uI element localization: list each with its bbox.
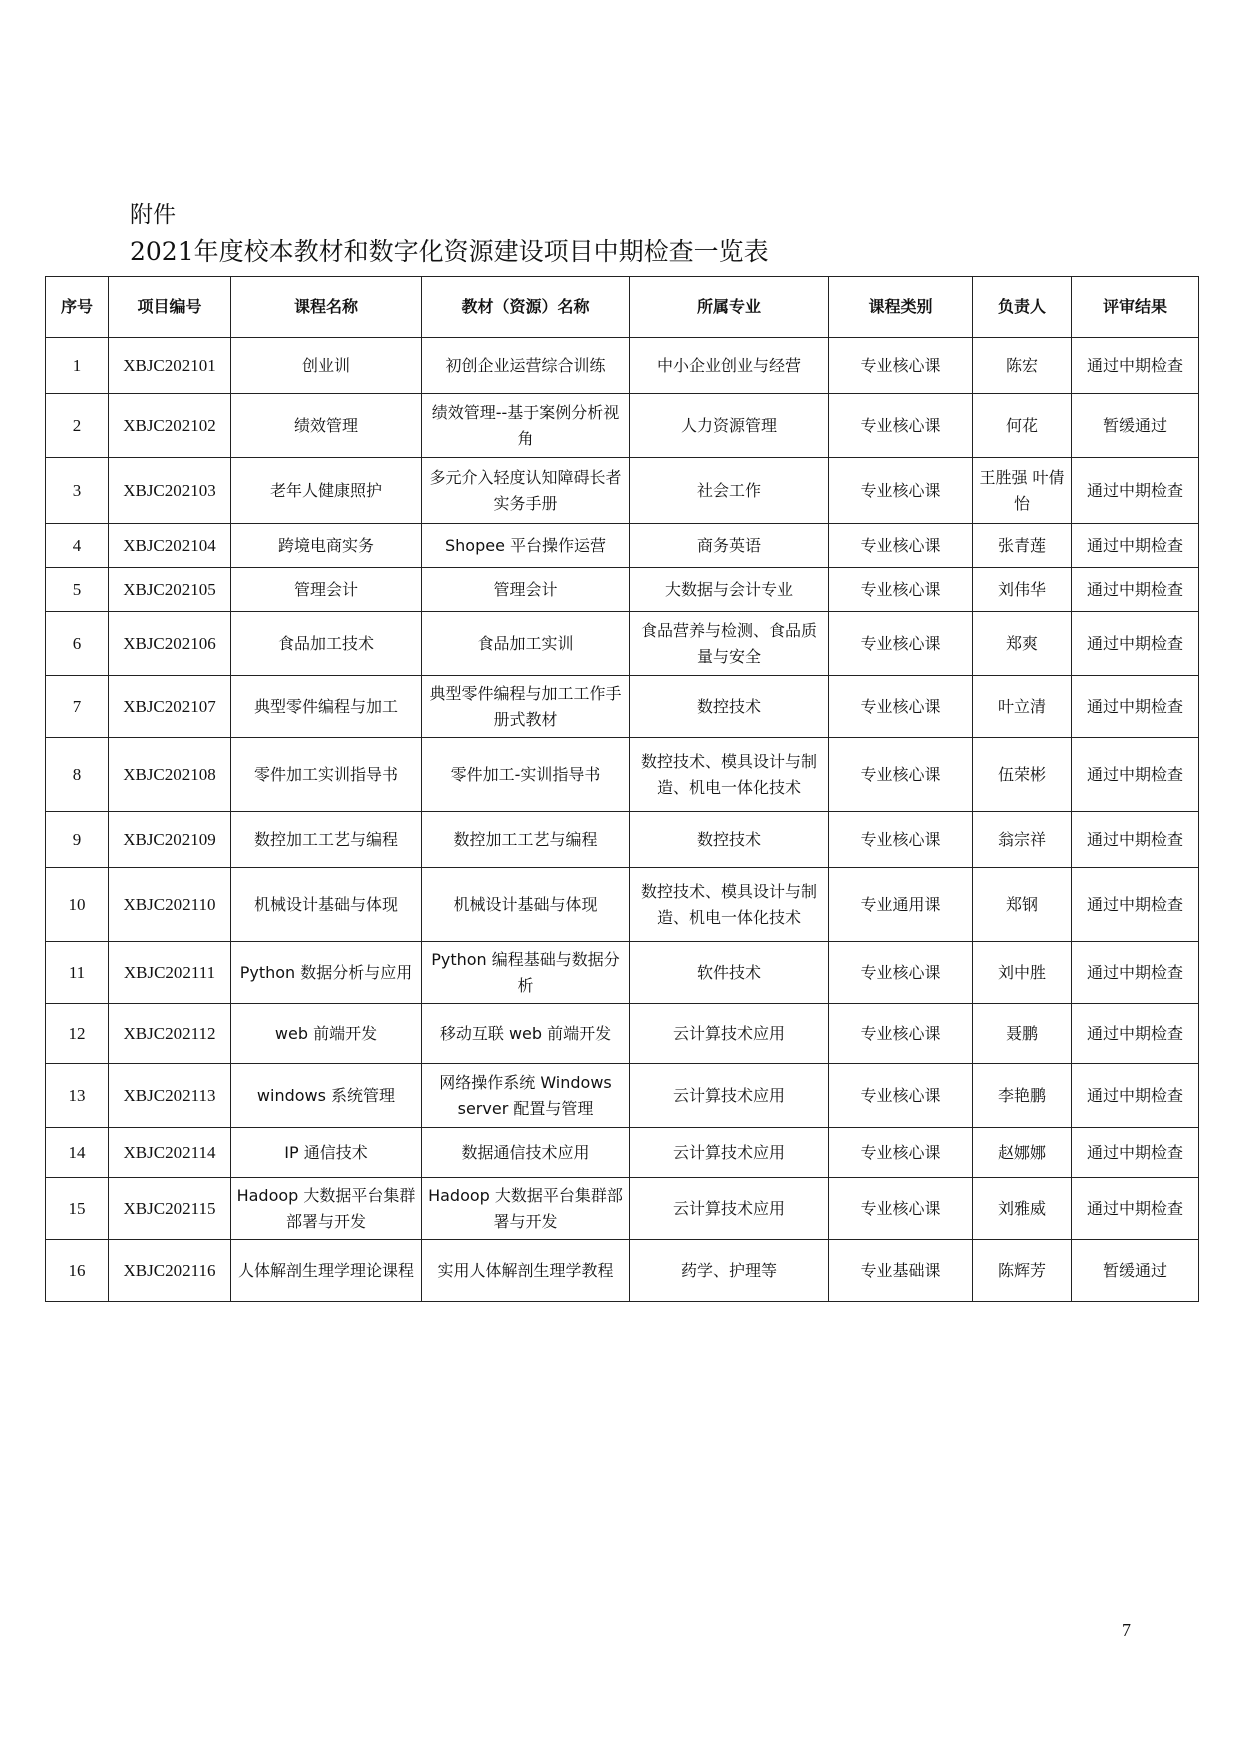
- cell-major: 云计算技术应用: [630, 1178, 829, 1240]
- cell-major: 云计算技术应用: [630, 1064, 829, 1128]
- cell-major: 云计算技术应用: [630, 1128, 829, 1178]
- table-row: [46, 394, 1199, 458]
- cell-no: 7: [46, 676, 109, 738]
- table-row: [46, 738, 1199, 812]
- cell-result: 通过中期检查: [1072, 738, 1199, 812]
- cell-owner: 张青莲: [973, 524, 1072, 568]
- table-row: [46, 568, 1199, 612]
- col-header-course: 课程名称: [231, 277, 422, 338]
- cell-category: 专业核心课: [829, 458, 973, 524]
- cell-owner: 王胜强 叶倩怡: [973, 458, 1072, 524]
- cell-code: XBJC202107: [109, 676, 231, 738]
- cell-result: 通过中期检查: [1072, 458, 1199, 524]
- cell-result: 通过中期检查: [1072, 524, 1199, 568]
- cell-course: 老年人健康照护: [231, 458, 422, 524]
- cell-code: XBJC202105: [109, 568, 231, 612]
- cell-no: 10: [46, 868, 109, 942]
- cell-code: XBJC202104: [109, 524, 231, 568]
- cell-category: 专业通用课: [829, 868, 973, 942]
- table-row: [46, 458, 1199, 524]
- cell-owner: 陈宏: [973, 338, 1072, 394]
- inspection-table: [45, 276, 1199, 1302]
- table-header-row: [46, 277, 1199, 338]
- col-header-category: 课程类别: [829, 277, 973, 338]
- col-header-major: 所属专业: [630, 277, 829, 338]
- cell-course: IP 通信技术: [231, 1128, 422, 1178]
- cell-code: XBJC202113: [109, 1064, 231, 1128]
- cell-major: 药学、护理等: [630, 1240, 829, 1302]
- cell-no: 11: [46, 942, 109, 1004]
- cell-code: XBJC202106: [109, 612, 231, 676]
- col-header-owner: 负责人: [973, 277, 1072, 338]
- cell-result: 通过中期检查: [1072, 1178, 1199, 1240]
- cell-major: 数控技术、模具设计与制造、机电一体化技术: [630, 868, 829, 942]
- cell-category: 专业核心课: [829, 1128, 973, 1178]
- cell-course: Hadoop 大数据平台集群部署与开发: [231, 1178, 422, 1240]
- cell-code: XBJC202115: [109, 1178, 231, 1240]
- cell-no: 14: [46, 1128, 109, 1178]
- cell-no: 5: [46, 568, 109, 612]
- cell-material: 机械设计基础与体现: [422, 868, 630, 942]
- cell-result: 通过中期检查: [1072, 338, 1199, 394]
- document-title: 2021年度校本教材和数字化资源建设项目中期检查一览表: [130, 237, 769, 266]
- cell-major: 数控技术: [630, 812, 829, 868]
- cell-category: 专业核心课: [829, 394, 973, 458]
- cell-code: XBJC202114: [109, 1128, 231, 1178]
- cell-code: XBJC202112: [109, 1004, 231, 1064]
- attachment-label: 附件: [130, 202, 176, 228]
- cell-course: 跨境电商实务: [231, 524, 422, 568]
- cell-owner: 郑钢: [973, 868, 1072, 942]
- cell-code: XBJC202103: [109, 458, 231, 524]
- cell-material: 管理会计: [422, 568, 630, 612]
- cell-major: 食品营养与检测、食品质量与安全: [630, 612, 829, 676]
- cell-course: 机械设计基础与体现: [231, 868, 422, 942]
- col-header-no: 序号: [46, 277, 109, 338]
- cell-result: 通过中期检查: [1072, 676, 1199, 738]
- cell-no: 16: [46, 1240, 109, 1302]
- cell-owner: 刘中胜: [973, 942, 1072, 1004]
- cell-owner: 郑爽: [973, 612, 1072, 676]
- cell-result: 通过中期检查: [1072, 1004, 1199, 1064]
- cell-course: windows 系统管理: [231, 1064, 422, 1128]
- cell-no: 9: [46, 812, 109, 868]
- cell-major: 商务英语: [630, 524, 829, 568]
- cell-no: 6: [46, 612, 109, 676]
- table-row: [46, 1240, 1199, 1302]
- cell-owner: 陈辉芳: [973, 1240, 1072, 1302]
- cell-course: Python 数据分析与应用: [231, 942, 422, 1004]
- cell-code: XBJC202110: [109, 868, 231, 942]
- cell-category: 专业核心课: [829, 676, 973, 738]
- cell-result: 通过中期检查: [1072, 942, 1199, 1004]
- cell-category: 专业核心课: [829, 738, 973, 812]
- cell-code: XBJC202101: [109, 338, 231, 394]
- cell-no: 3: [46, 458, 109, 524]
- cell-no: 4: [46, 524, 109, 568]
- cell-category: 专业核心课: [829, 942, 973, 1004]
- cell-category: 专业核心课: [829, 568, 973, 612]
- cell-owner: 刘伟华: [973, 568, 1072, 612]
- cell-course: 人体解剖生理学理论课程: [231, 1240, 422, 1302]
- col-header-result: 评审结果: [1072, 277, 1199, 338]
- cell-owner: 刘雅威: [973, 1178, 1072, 1240]
- cell-material: 多元介入轻度认知障碍长者实务手册: [422, 458, 630, 524]
- cell-category: 专业基础课: [829, 1240, 973, 1302]
- cell-category: 专业核心课: [829, 1064, 973, 1128]
- table-row: [46, 1064, 1199, 1128]
- cell-no: 12: [46, 1004, 109, 1064]
- cell-material: 网络操作系统 Windows server 配置与管理: [422, 1064, 630, 1128]
- cell-course: 数控加工工艺与编程: [231, 812, 422, 868]
- cell-result: 通过中期检查: [1072, 568, 1199, 612]
- cell-course: 创业训: [231, 338, 422, 394]
- cell-material: 食品加工实训: [422, 612, 630, 676]
- cell-material: Hadoop 大数据平台集群部署与开发: [422, 1178, 630, 1240]
- cell-result: 通过中期检查: [1072, 812, 1199, 868]
- cell-result: 暂缓通过: [1072, 1240, 1199, 1302]
- cell-owner: 何花: [973, 394, 1072, 458]
- table-row: [46, 676, 1199, 738]
- page-number: 7: [1122, 1620, 1131, 1640]
- cell-material: 数控加工工艺与编程: [422, 812, 630, 868]
- cell-category: 专业核心课: [829, 524, 973, 568]
- cell-material: 绩效管理--基于案例分析视角: [422, 394, 630, 458]
- cell-major: 软件技术: [630, 942, 829, 1004]
- cell-no: 8: [46, 738, 109, 812]
- cell-owner: 赵娜娜: [973, 1128, 1072, 1178]
- cell-no: 15: [46, 1178, 109, 1240]
- table-row: [46, 1128, 1199, 1178]
- table-row: [46, 612, 1199, 676]
- table-row: [46, 812, 1199, 868]
- cell-material: Shopee 平台操作运营: [422, 524, 630, 568]
- table-row: [46, 868, 1199, 942]
- cell-category: 专业核心课: [829, 338, 973, 394]
- cell-material: Python 编程基础与数据分析: [422, 942, 630, 1004]
- cell-owner: 伍荣彬: [973, 738, 1072, 812]
- cell-major: 中小企业创业与经营: [630, 338, 829, 394]
- table-row: [46, 1178, 1199, 1240]
- table-row: [46, 338, 1199, 394]
- cell-no: 1: [46, 338, 109, 394]
- cell-material: 初创企业运营综合训练: [422, 338, 630, 394]
- col-header-material: 教材（资源）名称: [422, 277, 630, 338]
- cell-result: 通过中期检查: [1072, 1064, 1199, 1128]
- cell-result: 暂缓通过: [1072, 394, 1199, 458]
- cell-code: XBJC202111: [109, 942, 231, 1004]
- cell-no: 2: [46, 394, 109, 458]
- cell-owner: 翁宗祥: [973, 812, 1072, 868]
- cell-major: 社会工作: [630, 458, 829, 524]
- cell-code: XBJC202116: [109, 1240, 231, 1302]
- cell-code: XBJC202109: [109, 812, 231, 868]
- cell-major: 数控技术: [630, 676, 829, 738]
- table-row: [46, 942, 1199, 1004]
- cell-material: 移动互联 web 前端开发: [422, 1004, 630, 1064]
- cell-category: 专业核心课: [829, 812, 973, 868]
- cell-category: 专业核心课: [829, 1178, 973, 1240]
- cell-course: 零件加工实训指导书: [231, 738, 422, 812]
- cell-major: 大数据与会计专业: [630, 568, 829, 612]
- table-row: [46, 524, 1199, 568]
- cell-code: XBJC202102: [109, 394, 231, 458]
- cell-result: 通过中期检查: [1072, 1128, 1199, 1178]
- cell-major: 人力资源管理: [630, 394, 829, 458]
- cell-course: 绩效管理: [231, 394, 422, 458]
- cell-material: 零件加工-实训指导书: [422, 738, 630, 812]
- table-row: [46, 1004, 1199, 1064]
- cell-major: 数控技术、模具设计与制造、机电一体化技术: [630, 738, 829, 812]
- cell-course: 管理会计: [231, 568, 422, 612]
- cell-course: 典型零件编程与加工: [231, 676, 422, 738]
- cell-material: 实用人体解剖生理学教程: [422, 1240, 630, 1302]
- cell-code: XBJC202108: [109, 738, 231, 812]
- cell-course: web 前端开发: [231, 1004, 422, 1064]
- cell-course: 食品加工技术: [231, 612, 422, 676]
- cell-category: 专业核心课: [829, 1004, 973, 1064]
- cell-result: 通过中期检查: [1072, 868, 1199, 942]
- cell-result: 通过中期检查: [1072, 612, 1199, 676]
- cell-owner: 聂鹏: [973, 1004, 1072, 1064]
- col-header-code: 项目编号: [109, 277, 231, 338]
- cell-material: 典型零件编程与加工工作手册式教材: [422, 676, 630, 738]
- cell-owner: 叶立清: [973, 676, 1072, 738]
- cell-category: 专业核心课: [829, 612, 973, 676]
- cell-material: 数据通信技术应用: [422, 1128, 630, 1178]
- cell-no: 13: [46, 1064, 109, 1128]
- cell-owner: 李艳鹏: [973, 1064, 1072, 1128]
- cell-major: 云计算技术应用: [630, 1004, 829, 1064]
